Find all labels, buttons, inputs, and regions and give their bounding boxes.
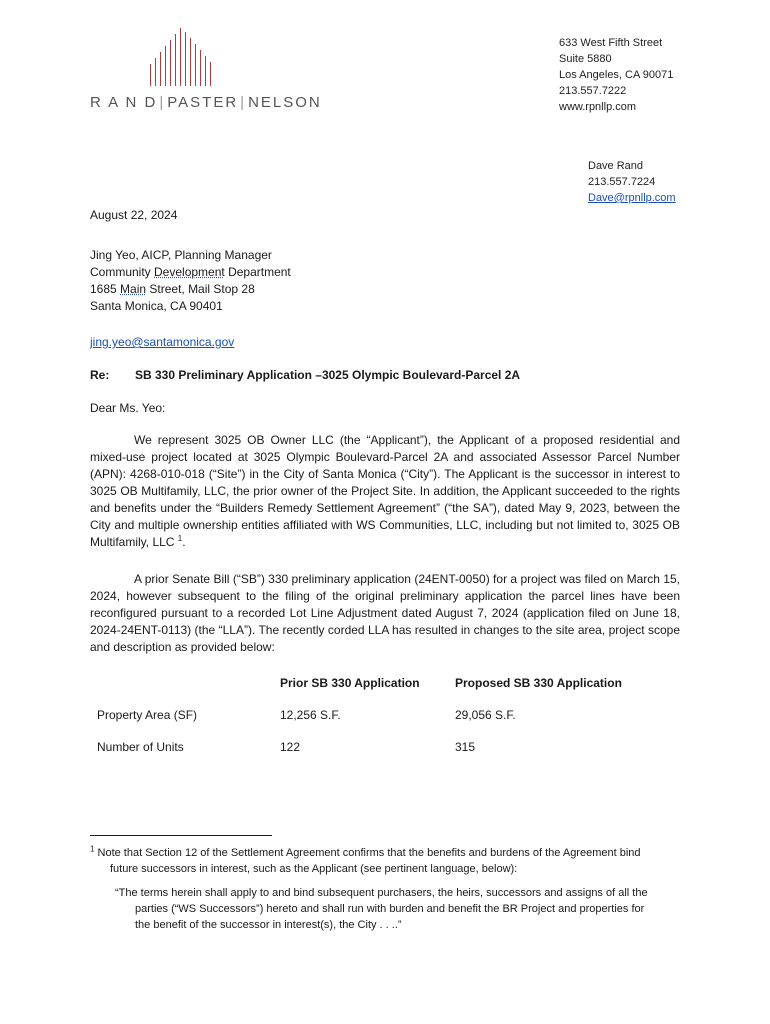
table-cell: Property Area (SF) [97, 708, 198, 722]
recipient-department: Community Development Department [90, 265, 291, 279]
table-header: Proposed SB 330 Application [455, 676, 622, 690]
re-subject: SB 330 Preliminary Application –3025 Olympic Boulevard-Parcel 2A [135, 368, 521, 382]
recipient-name: Jing Yeo, AICP, Planning Manager [90, 248, 272, 262]
table-cell: 12,256 S.F. [280, 708, 341, 722]
table-header [90, 675, 280, 707]
table-row [90, 739, 690, 771]
firm-logo [90, 26, 322, 116]
body-paragraph-2: A prior Senate Bill (“SB”) 330 preliminary application (24ENT-0050) for a project was filed on March 15, 2024, however subsequent to the filing of the original preliminary application the parcel lines have been reconfigured pursuant to a recorded Lot Line Adjustment dated August 7, 2024 (application filed on June 18, 2024-24ENT-0113) (the “LLA”). The recently corded LLA has resulted in changes to the site area, project scope and description as provided below: [90, 572, 680, 654]
footnote-divider [90, 835, 272, 836]
logo-bars-mark [148, 26, 228, 86]
footnote-quote: “The terms herein shall apply to and bind subsequent purchasers, the heirs, successors and assigns of all the [115, 887, 648, 899]
recipient-street: 1685 Main Street, Mail Stop 28 [90, 282, 255, 296]
firm-city: Los Angeles, CA 90071 [559, 69, 674, 81]
firm-address [559, 35, 673, 115]
logo-wordmark: R A N D | PASTER | NELSON [90, 94, 322, 111]
table-cell: 29,056 S.F. [455, 708, 516, 722]
firm-phone: 213.557.7222 [559, 85, 627, 97]
recipient-email-link[interactable]: jing.yeo@santamonica.gov [90, 335, 235, 349]
table-cell: 315 [455, 740, 476, 754]
author-name: Dave Rand [588, 160, 644, 172]
footnote-ref: 1 [177, 534, 183, 543]
recipient-city: Santa Monica, CA 90401 [90, 299, 223, 313]
author-block [588, 158, 676, 206]
salutation: Dear Ms. Yeo: [90, 401, 166, 415]
recipient-address [90, 247, 291, 315]
footnote: $^1$ Note that Section 12 of the Settlement Agreement confirms that the benefits and burdens of the Agreement bind future successors in interest, such as the Applicant (see pertinent language, below): “The terms herein shall apply to and bind subsequent purchasers, the heirs, successors and assigns of all the parties (“WS Successors”) hereto and shall run with burden and benefit the BR Project and properties for the benefit of the successor in interest(s), the City . . ..” [90, 845, 682, 933]
table-header: Prior SB 330 Application [280, 676, 420, 690]
firm-suite: Suite 5880 [559, 53, 612, 65]
table-row [90, 707, 690, 739]
application-comparison-table [90, 675, 690, 771]
author-email-link[interactable]: Dave@rpnllp.com [588, 192, 676, 204]
table-cell: Number of Units [97, 740, 184, 754]
firm-street: 633 West Fifth Street [559, 37, 663, 49]
firm-website: www.rpnllp.com [559, 101, 637, 113]
letter-date: August 22, 2024 [90, 208, 178, 222]
table-header-row [90, 675, 690, 707]
author-phone: 213.557.7224 [588, 176, 656, 188]
re-label: Re: [90, 368, 110, 382]
subject-line [90, 367, 520, 384]
body-paragraph-1: We represent 3025 OB Owner LLC (the “Applicant”), the Applicant of a proposed residential and mixed-use project located at 3025 Olympic Boulevard-Parcel 2A and associated Assessor Parcel Number (APN): 4268-010-018 (“Site”) in the City of Santa Monica (“City”). The Applicant is the successor in interest to 3025 OB Multifamily, LLC, the prior owner of the Project Site. In addition, the Applicant succeeded to the rights and benefits under the “Builders Remedy Settlement Agreement” (“the SA”), dated May 9, 2023, between the City and multiple ownership entities affiliated with WS Communities, LLC, including but not limited to, 3025 OB Multifamily, LLC $^1$. [90, 433, 680, 549]
table-cell: 122 [280, 740, 301, 754]
footnote-number: 1 [90, 844, 95, 854]
